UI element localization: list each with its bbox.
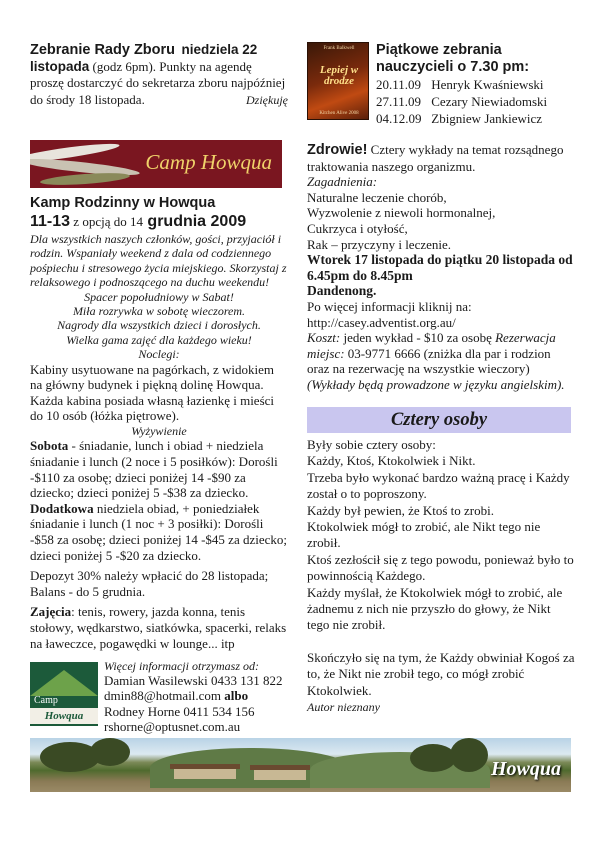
camp-howqua-logo [30,662,98,726]
wyzywienie-label: Wyżywienie [131,424,187,439]
noclegi-label: Noclegi: [138,347,180,362]
reservation-label: Rezerwacja miejsc: [307,330,556,361]
teachers-title-line1: Piątkowe zebrania [376,42,502,58]
health-cost [307,330,575,377]
teacher-row [376,93,576,110]
kamp-highlight: Miła rozrywka w sobotę wieczorem. [72,304,246,319]
building-shape [174,769,236,779]
tree-shape [410,744,456,772]
depozyt-text: Depozyt 30% należy wpłacić do 28 listopada; Balans - do 5 grudnia. [30,568,269,599]
teacher-date: 20.11.09 [376,77,422,92]
sobota-label: Sobota [30,438,69,454]
story-line: Trzeba było wykonać bardzo ważną pracę i Każdy został o to poproszony. [307,469,570,502]
book-publisher: Kitchen Alive 2008 [319,111,359,116]
kamp-intro: Dla wszystkich naszych członków, gości, przyjaciół i rodzin. Wspaniały weekend z dala od codziennego pośpiechu i stresowego życia miejskiego. Skorzystaj z relaksowego i podnoszącego na duchu weekendu! [30,232,287,290]
book-cover-image [307,42,369,120]
zebranie-date-month: listopada [30,58,90,74]
banner-title: Camp Howqua [145,150,272,174]
camp-howqua-banner [30,140,282,188]
logo-howqua-text: Howqua [30,708,98,724]
howqua-landscape-photo [30,738,571,792]
book-title: Lepiej w drodze [319,64,359,87]
kamp-highlight: Spacer popołudniowy w Sabat! [84,289,234,304]
story-line: Ktokolwiek mógł to zrobić, ale Nikt tego nie zrobił. [307,519,541,551]
health-topic: Wyzwolenie z niewoli hormonalnej, [307,205,496,221]
contact-line: Damian Wasilewski 0433 131 822 [104,673,283,688]
zajecia-label: Zajęcia [30,604,72,620]
book-author: Frank Balkwell [323,46,355,51]
story-line: Każdy był pewien, że Ktoś to zrobi. [307,502,495,518]
building-shape [254,770,306,780]
dodatkowa-label: Dodatkowa [30,500,94,516]
health-more-link[interactable]: Po więcej informacji kliknij na: http://casey.adventist.org.au/ [307,298,472,330]
kamp-dates [30,212,288,232]
contact-line: Rodney Horne 0411 534 156 [104,703,255,719]
kamp-dates-option: z opcją do [70,214,130,229]
health-section [307,142,575,393]
teacher-row [376,76,576,93]
tree-shape [450,738,488,772]
noclegi-text: Kabiny usytuowane na pagórkach, z widokiem na główny budynek i piękną dolinę Howqua. Każda kabina posiada własną łazienkę i mieści do 10 osób (łóżka piętrowe). [30,361,275,424]
contact-intro: Więcej informacji otrzymasz od: [104,659,259,673]
zebranie-notice [30,42,288,108]
four-people-title: Cztery osoby [390,410,488,430]
kamp-dates-month: grudnia 2009 [142,213,247,230]
health-topic: Cukrzyca i otyłość, [307,220,408,236]
teachers-meetings [376,42,576,127]
photo-caption: Howqua [490,758,561,780]
cost-text: jeden wykład - $10 za osobę [340,330,496,346]
story-line: Każdy myślał, że Ktokolwiek mógł to zrobić, ale żadnemu z nich nie przyszło do głowy, że Nikt tego nie zrobił. [307,584,563,633]
health-topics-label: Zagadnienia: [307,174,378,190]
teachers-title-line2: nauczycieli o 7.30 pm: [376,59,530,75]
health-when: Wtorek 17 listopada do piątku 20 listopada od 6.45pm do 8.45pm [307,252,573,283]
health-intro-paragraph [307,142,575,174]
zajecia-paragraph [30,604,288,651]
story-ending: Skończyło się na tym, że Każdy obwiniał Kogoś za to, że Nikt nie zrobił tego, co mógł zrobić Ktokolwiek. [307,649,575,698]
tree-shape [90,738,130,766]
zebranie-title: Zebranie Rady Zboru [30,42,176,58]
teacher-name: Henryk Kwaśniewski [431,77,544,92]
zebranie-thanks: Dziękuję [246,92,288,107]
contact-info [104,660,294,735]
cost-label: Koszt: [307,330,341,346]
zebranie-date: niedziela 22 [181,42,258,57]
zebranie-body: (godz 6pm). Punkty na agendę proszę dostarczyć do sekretarza zboru najpóźniej do środy 18 listopada. [30,58,286,107]
sobota-paragraph [30,438,288,500]
mountain-icon [30,670,98,696]
kamp-dates-day: 14 [129,214,143,229]
kamp-section [30,194,288,651]
logo-camp-text: Camp [34,695,58,706]
contact-email[interactable]: rshorne@optusnet.com.au [104,719,241,735]
four-people-story [307,437,575,716]
teacher-row [376,110,576,127]
contact-or: albo [224,688,249,704]
health-topic: Rak – przyczyny i leczenie. [307,236,452,252]
kamp-title: Kamp Rodzinny w Howqua [30,195,216,211]
story-line: Były sobie cztery osoby: [307,437,436,452]
health-topic: Naturalne leczenie chorób, [307,189,447,205]
kamp-dates-range: 11-13 [30,213,71,230]
health-title: Zdrowie! [307,142,368,158]
health-where: Dandenong. [307,283,377,299]
four-people-header [307,407,571,433]
contact-email-line [104,688,294,703]
health-intro: Cztery wykłady na temat rozsądnego traktowania naszego organizmu. [307,142,564,174]
sobota-text: - śniadanie, lunch i obiad + niedziela śniadanie i lunch (2 noce i 5 posiłków): Dorośli -$110 za osobę; dzieci poniżej 14 -$90 za dziecko; dzieci poniżej 5 -$38 za dziecko. [30,438,278,501]
contact-email[interactable]: dmin88@hotmail.com [104,688,225,704]
story-line: Ktoś zezłościł się z tego powodu, ponieważ było to powinnością Każdego. [307,551,574,584]
teacher-name: Zbigniew Jankiewicz [431,111,543,126]
kamp-highlight: Nagrody dla wszystkich dzieci i dorosłych. [57,318,261,333]
health-language-note: (Wykłady będą prowadzone w języku angielskim). [307,376,565,392]
kamp-highlight: Wielka gama zajęć dla każdego wieku! [66,332,252,347]
story-author: Autor nieznany [307,700,380,715]
reservation-text: 03-9771 6666 (zniżka dla par i rodzion oraz na rezerwację na wszystkie wieczory) [307,345,551,377]
story-line: Każdy, Ktoś, Ktokolwiek i Nikt. [307,453,476,469]
leaf-decoration [40,171,130,187]
teacher-date: 04.12.09 [376,111,422,126]
teacher-name: Cezary Niewiadomski [431,94,548,109]
zajecia-text: : tenis, rowery, jazda konna, tenis stołowy, wędkarstwo, siatkówka, spacerki, relaks na ławeczce, pogawędki w lounge... itp [30,604,287,651]
dodatkowa-paragraph [30,501,288,563]
dodatkowa-text: niedziela obiad, + poniedziałek śniadanie i lunch (1 noc + 3 posiłki): Dorośli -$58 za osobę; dzieci poniżej 14 -$45 za dziecko; dzieci poniżej 5 -$20 za dziecko. [30,500,288,563]
teacher-date: 27.11.09 [376,94,422,109]
